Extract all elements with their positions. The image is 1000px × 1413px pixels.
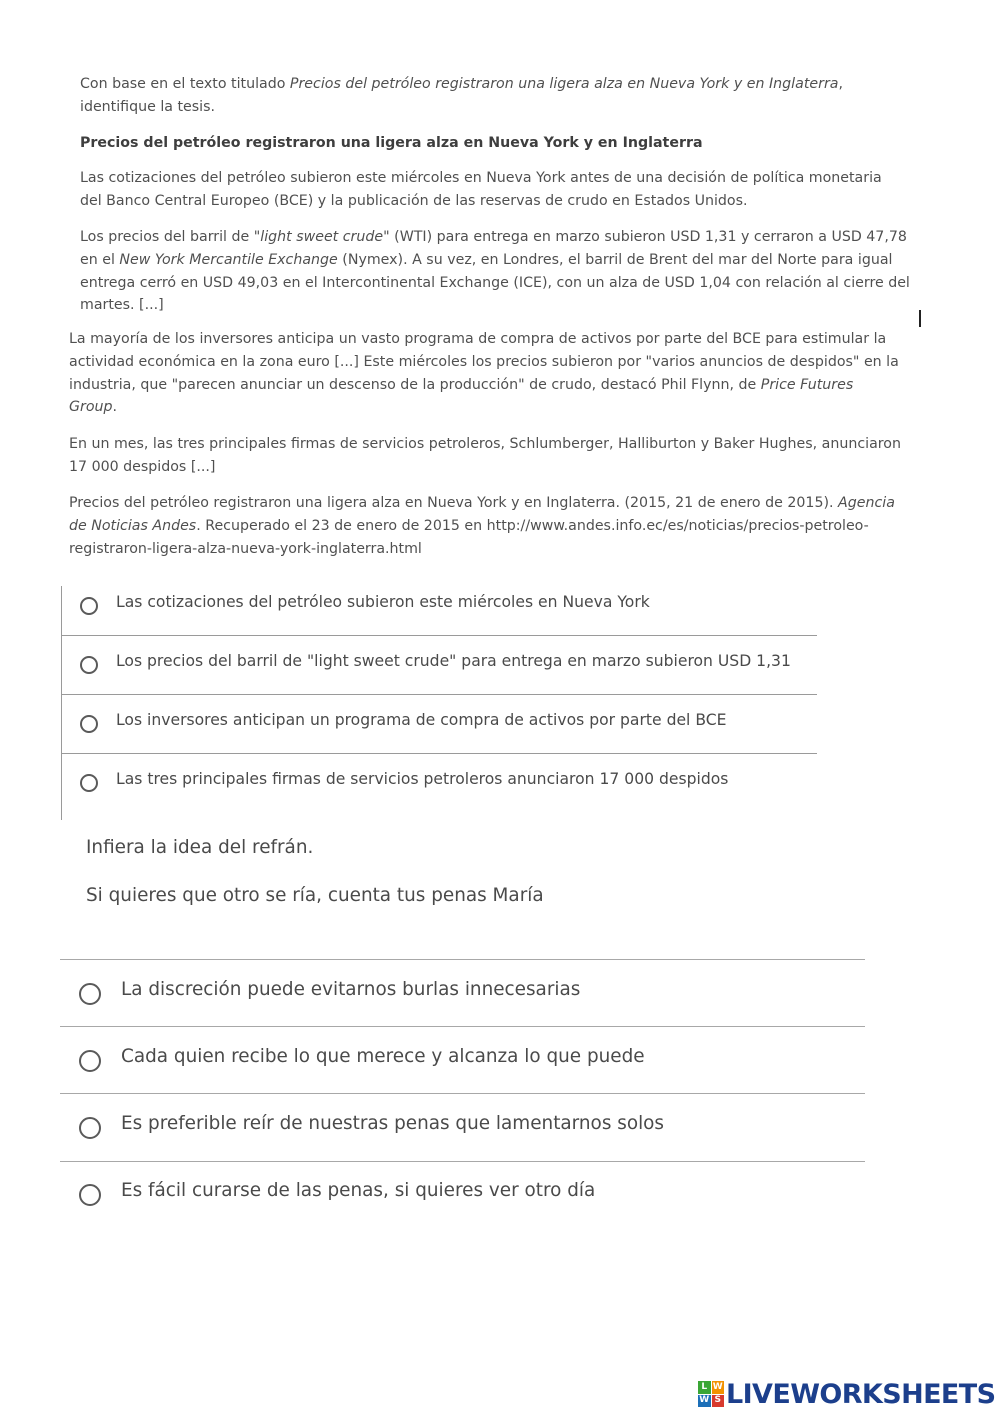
liveworksheets-logo <box>698 1378 995 1410</box>
citation-line2-italic: de Noticias Andes <box>69 517 197 534</box>
radio-icon[interactable] <box>79 1184 101 1206</box>
article-heading: Precios del petróleo registraron una ligera alza en Nueva York y en Inglaterra <box>80 135 703 151</box>
paragraph2-line1-a: Los precios del barril de " <box>80 229 261 245</box>
radio-icon[interactable] <box>80 656 98 674</box>
q1-option-2[interactable] <box>62 645 817 704</box>
article-paragraph-4 <box>69 433 901 479</box>
logo-mark-letter: W <box>699 1395 710 1406</box>
q2-option-3[interactable] <box>60 1094 865 1161</box>
q2-option-3-label: Es preferible reír de nuestras penas que lamentarnos solos <box>121 1113 665 1134</box>
paragraph3-line1: La mayoría de los inversores anticipa un vasto programa de compra de activos por parte del BCE para estimular la <box>69 331 887 347</box>
paragraph2-line2-a: en el <box>80 251 120 268</box>
citation-line3: registraron-ligera-alza-nueva-york-inglaterra.html <box>69 540 422 557</box>
paragraph2-line4: martes. [...] <box>80 297 164 314</box>
question2-prompt: Infiera la idea del refrán. <box>86 837 314 858</box>
paragraph3-line4-italic: Group <box>69 399 113 416</box>
q2-option-1[interactable] <box>60 960 865 1027</box>
article-citation <box>69 492 895 560</box>
radio-icon[interactable] <box>80 597 98 615</box>
paragraph4-line1: En un mes, las tres principales firmas de servicios petroleros, Schlumberger, Halliburton y Baker Hughes, anunciaron <box>69 436 901 452</box>
radio-icon[interactable] <box>79 983 101 1005</box>
prompt-suffix: , <box>838 76 843 92</box>
citation-line1-a: Precios del petróleo registraron una ligera alza en Nueva York y en Inglaterra. (2015, 21 de enero de 2015). <box>69 495 839 511</box>
citation-line1-italic: Agencia <box>838 495 895 511</box>
radio-icon[interactable] <box>79 1117 101 1139</box>
divider <box>62 753 817 754</box>
q2-option-1-label: La discreción puede evitarnos burlas innecesarias <box>121 979 581 1000</box>
q2-option-4-label: Es fácil curarse de las penas, si quieres ver otro día <box>121 1180 596 1201</box>
text-cursor <box>919 310 921 327</box>
q1-option-4-label: Las tres principales firmas de servicios petroleros anunciaron 17 000 despidos <box>116 770 729 788</box>
citation-line2-b: . Recuperado el 23 de enero de 2015 en http://www.andes.info.ec/es/noticias/precios-petroleo- <box>196 517 869 534</box>
prompt-title: Precios del petróleo registraron una ligera alza en Nueva York y en Inglaterra <box>289 76 839 92</box>
article-paragraph-1 <box>80 167 882 213</box>
paragraph3-line3-a: industria, que "parecen anunciar un descenso de la producción" de crudo, destacó Phil Flynn, de <box>69 376 761 393</box>
logo-mark-letter: S <box>712 1395 725 1408</box>
q1-option-2-label: Los precios del barril de "light sweet crude" para entrega en marzo subieron USD 1,31 <box>116 652 791 670</box>
paragraph2-line1-b: " (WTI) para entrega en marzo subieron USD 1,31 y cerraron a USD 47,78 <box>383 229 907 245</box>
paragraph3-line3-italic: Price Futures <box>760 376 854 393</box>
logo-mark-letter: L <box>698 1381 711 1394</box>
q2-option-2[interactable] <box>60 1027 865 1094</box>
q1-option-3-label: Los inversores anticipan un programa de compra de activos por parte del BCE <box>116 711 727 729</box>
paragraph1-line1: Las cotizaciones del petróleo subieron este miércoles en Nueva York antes de una decisión de política monetaria <box>80 170 882 186</box>
prompt-prefix: Con base en el texto titulado <box>80 76 290 92</box>
paragraph3-line4-b: . <box>112 399 118 416</box>
article-paragraph-3 <box>69 328 899 419</box>
logo-text: LIVEWORKSHEETS <box>726 1378 996 1410</box>
radio-icon[interactable] <box>80 715 98 733</box>
q1-option-1[interactable] <box>62 586 817 645</box>
radio-icon[interactable] <box>79 1050 101 1072</box>
article-paragraph-2 <box>80 226 910 317</box>
paragraph2-line1-italic: light sweet crude <box>260 229 384 245</box>
question1-prompt <box>80 73 960 119</box>
q1-option-1-label: Las cotizaciones del petróleo subieron este miércoles en Nueva York <box>116 593 650 611</box>
prompt-line2: identifique la tesis. <box>80 98 216 115</box>
paragraph2-line2-b: (Nymex). A su vez, en Londres, el barril de Brent del mar del Norte para igual <box>337 251 893 268</box>
paragraph3-line2: actividad económica en la zona euro [...] Este miércoles los precios subieron por "varios anuncios de despidos" en la <box>69 353 899 370</box>
paragraph4-line2: 17 000 despidos [...] <box>69 458 216 475</box>
q1-option-3[interactable] <box>62 704 817 763</box>
proverb: Si quieres que otro se ría, cuenta tus penas María <box>86 885 544 906</box>
logo-mark-icon <box>698 1381 724 1407</box>
logo-mark-letter: W <box>712 1381 723 1392</box>
q1-option-4[interactable] <box>62 763 817 822</box>
paragraph2-line3: entrega cerró en USD 49,03 en el Intercontinental Exchange (ICE), con un alza de USD 1,04 con relación al cierre del <box>80 274 910 291</box>
paragraph1-line2: del Banco Central Europeo (BCE) y la publicación de las reservas de crudo en Estados Unidos. <box>80 192 748 209</box>
divider <box>62 694 817 695</box>
q2-option-2-label: Cada quien recibe lo que merece y alcanza lo que puede <box>121 1046 645 1067</box>
radio-icon[interactable] <box>80 774 98 792</box>
divider <box>62 635 817 636</box>
q2-option-4[interactable] <box>60 1161 865 1228</box>
paragraph2-line2-italic: New York Mercantile Exchange <box>119 251 338 268</box>
